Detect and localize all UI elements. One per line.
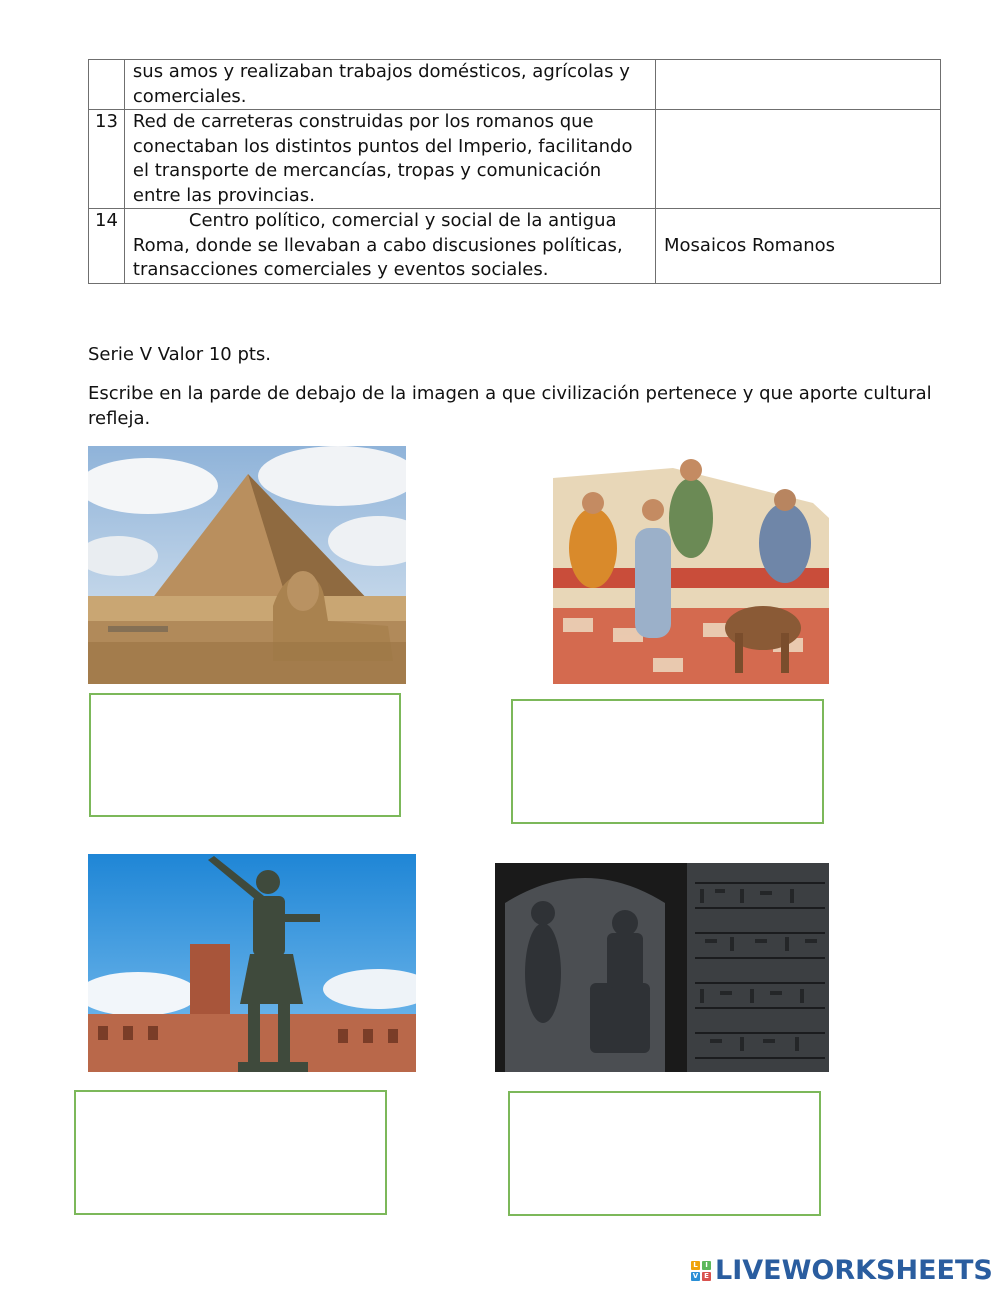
series-instruction: Escribe en la parde de debajo de la imagen a que civilización pertenece y que aporte cultural refleja. bbox=[88, 383, 932, 429]
table-row bbox=[89, 209, 941, 284]
matching-table bbox=[88, 59, 941, 284]
answer-box-4[interactable] bbox=[508, 1091, 821, 1216]
row-description: sus amos y realizaban trabajos domésticos, agrícolas y comerciales. bbox=[124, 60, 655, 110]
answer-box-1[interactable] bbox=[89, 693, 401, 817]
answer-cell[interactable] bbox=[656, 110, 941, 209]
roman-statue-image bbox=[88, 854, 416, 1072]
table-row bbox=[89, 60, 941, 110]
liveworksheets-logo bbox=[691, 1255, 993, 1286]
hammurabi-stele-image bbox=[495, 863, 829, 1072]
row-description-text: Centro político, comercial y social de la antigua Roma, donde se llevaban a cabo discusiones políticas, transacciones comerciales y eventos sociales. bbox=[132, 210, 623, 280]
answer-box-3[interactable] bbox=[74, 1090, 387, 1215]
greek-scholars-image bbox=[553, 448, 829, 684]
row-description bbox=[124, 209, 655, 284]
logo-text: LIVEWORKSHEETS bbox=[715, 1255, 993, 1286]
row-number bbox=[89, 60, 125, 110]
table-row bbox=[89, 110, 941, 209]
row-description: Red de carreteras construidas por los romanos que conectaban los distintos puntos del Imperio, facilitando el transporte de mercancías, tropas y comunicación entre las provincias. bbox=[124, 110, 655, 209]
answer-cell[interactable] bbox=[656, 60, 941, 110]
row-number: 14 bbox=[89, 209, 125, 284]
logo-mark-icon: L I V E bbox=[691, 1261, 711, 1281]
series-title: Serie V Valor 10 pts. bbox=[88, 344, 272, 365]
answer-box-2[interactable] bbox=[511, 699, 824, 824]
row-number: 13 bbox=[89, 110, 125, 209]
pyramid-sphinx-image bbox=[88, 446, 406, 684]
answer-cell[interactable]: Mosaicos Romanos bbox=[656, 209, 941, 284]
